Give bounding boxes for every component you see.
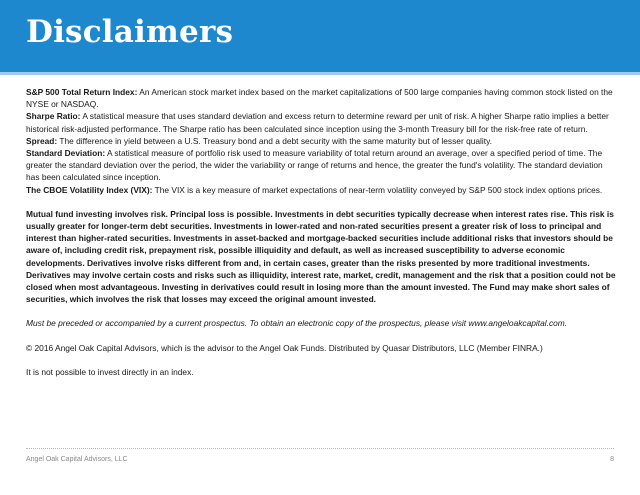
definition-term: Sharpe Ratio: [26, 111, 81, 122]
definition-sharpe-ratio [26, 110, 616, 134]
header-banner [0, 0, 640, 72]
copyright-notice: © 2016 Angel Oak Capital Advisors, which is the advisor to the Angel Oak Funds. Distributed by Quasar Distributors, LLC (Member FINRA.) [26, 342, 543, 353]
index-note: It is not possible to invest directly in an index. [26, 366, 194, 377]
page-title: Disclaimers [26, 14, 234, 50]
definition-term: The CBOE Volatility Index (VIX): [26, 184, 153, 195]
definition-text: The difference in yield between a U.S. Treasury bond and a debt security with the same maturity but of lesser quality. [57, 135, 492, 146]
definition-term: S&P 500 Total Return Index: [26, 87, 138, 97]
prospectus-note: Must be preceded or accompanied by a current prospectus. To obtain an electronic copy of the prospectus, please visit www.angeloakcapital.com. [26, 318, 568, 329]
footer-company: Angel Oak Capital Advisors, LLC [26, 456, 128, 463]
definition-spread [26, 135, 616, 147]
definition-term: Spread: [26, 135, 58, 146]
header-divider [0, 72, 640, 75]
footer-divider [26, 448, 614, 449]
risk-disclosure: Mutual fund investing involves risk. Principal loss is possible. Investments in debt securities typically decrease when interest rates rise. This risk is usually greater for longer-term debt securities. Investments in lower-rated and non-rated securities present a greater risk of loss to principal and interest than higher-rated securities. Investments in asset-backed and mortgage-backed securities include additional risks that investors should be aware of, including credit risk, prepayment risk, possible illiquidity and default, as well as increased susceptibility to adverse economic developments. Derivatives involve risks different from and, in certain cases, greater than the risks presented by more traditional investments. Derivatives may involve certain costs and risks such as illiquidity, interest rate, market, credit, management and the risk that a position could not be closed when most advantageous. Investing in derivatives could result in losing more than the amount invested. The Fund may make short sales of securities, which involves the risk that losses may exceed the original amount invested. [26, 208, 616, 305]
definition-term: Standard Deviation: [26, 148, 106, 159]
definition-text: The VIX is a key measure of market expectations of near-term volatility conveyed by S&P 500 stock index options prices. [152, 184, 603, 195]
definition-sp500 [26, 86, 616, 110]
page-number: 8 [610, 456, 614, 463]
definition-standard-deviation [26, 147, 616, 184]
definition-vix [26, 184, 616, 196]
definition-text: A statistical measure that uses standard deviation and excess return to determine reward per unit of risk. A higher Sharpe ratio implies a better historical risk-adjusted performance. The Sharpe ratio has been calculated since inception using the 3-month Treasury bill for the risk-free rate of return. [26, 111, 609, 134]
definition-text: An American stock market index based on the market capitalizations of 500 large companies having common stock listed on the NYSE or NASDAQ. [26, 87, 613, 110]
disclaimer-body [26, 86, 616, 378]
definition-text: A statistical measure of portfolio risk used to measure variability of total return around an average, over a specified period of time. The greater the standard deviation over the period, the wider the variability or range of returns and hence, the greater the fund's volatility. The standard deviation has been calculated since inception. [26, 148, 603, 183]
